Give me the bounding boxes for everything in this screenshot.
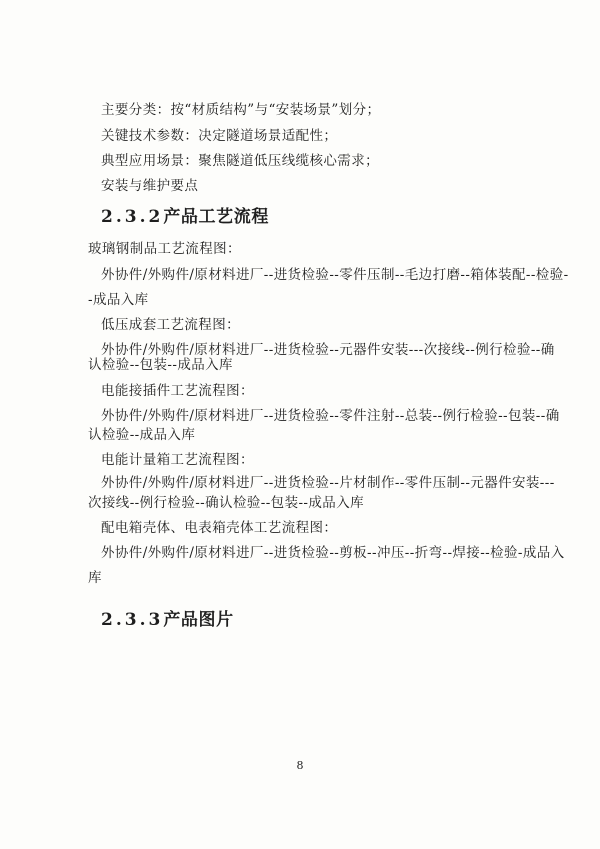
shell-process-flow-cont: 库: [88, 570, 102, 586]
section-title: 产品工艺流程: [163, 207, 269, 227]
shell-process-flow: 外协件/外购件/原材料进厂--进货检验--剪板--冲压--折弯--焊接--检验-成品入: [101, 545, 565, 561]
page-number: 8: [296, 759, 304, 772]
section-title: 产品图片: [163, 610, 234, 630]
lv-process-flow: 外协件/外购件/原材料进厂--进货检验--元器件安装---次接线--例行检验--确: [101, 342, 555, 358]
summary-line-applications: 典型应用场景：聚焦隧道低压线缆核心需求；: [101, 153, 379, 169]
summary-line-parameters: 关键技术参数：决定隧道场景适配性；: [101, 128, 338, 144]
summary-line-installation: 安装与维护要点: [101, 178, 199, 194]
lv-process-label: 低压成套工艺流程图：: [101, 317, 240, 333]
section-number: 2.3.2: [101, 207, 164, 227]
section-heading-2-3-3: [101, 609, 234, 631]
plug-process-label: 电能接插件工艺流程图：: [101, 383, 254, 399]
meter-process-flow: 外协件/外购件/原材料进厂--进货检验--片材制作--零件压制--元器件安装---: [101, 475, 555, 491]
shell-process-label: 配电箱壳体、电表箱壳体工艺流程图：: [101, 520, 338, 536]
summary-line-classification: 主要分类：按“材质结构”与“安装场景”划分；: [101, 102, 381, 118]
plug-process-flow: 外协件/外购件/原材料进厂--进货检验--零件注射--总装--例行检验--包装--确: [101, 408, 560, 424]
frp-process-label: 玻璃钢制品工艺流程图：: [88, 241, 241, 257]
section-heading-2-3-2: [101, 206, 269, 228]
meter-process-flow-cont: 次接线--例行检验--确认检验--包装--成品入库: [88, 495, 364, 511]
meter-process-label: 电能计量箱工艺流程图：: [101, 452, 254, 468]
lv-process-flow-cont: 认检验--包装--成品入库: [88, 357, 233, 373]
section-number: 2.3.3: [101, 610, 164, 630]
frp-process-flow: 外协件/外购件/原材料进厂--进货检验--零件压制--毛边打磨--箱体装配--检验-: [101, 267, 569, 283]
frp-process-flow-cont: -成品入库: [88, 292, 149, 308]
plug-process-flow-cont: 认检验--成品入库: [88, 427, 196, 443]
